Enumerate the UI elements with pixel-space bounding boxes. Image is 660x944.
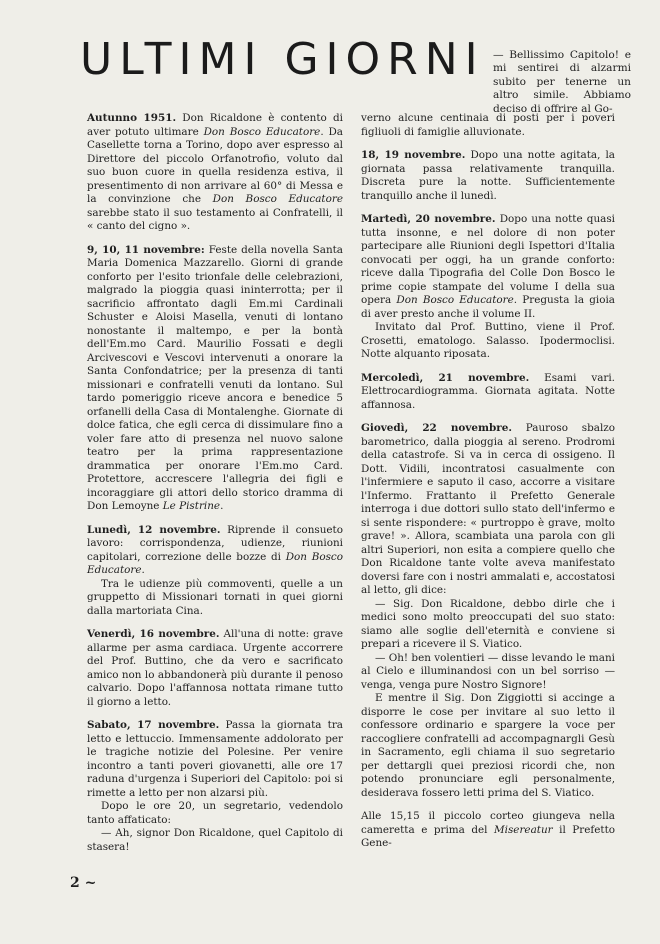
entry <box>361 422 615 800</box>
page-number: 2 ~ <box>70 875 97 891</box>
entry-date: 9, 10, 11 novembre: <box>87 243 205 256</box>
entry <box>361 372 615 413</box>
entry-paragraph <box>361 372 615 413</box>
entry-text: All'una di notte: grave allarme per asma cardiaca. Urgente accorrere del Prof. Buttino, che da vero e sacrificato amico non lo abbandonerà più durante il penoso calvario. Dopo l'affannosa nottata rimane tutto il giorno a letto. <box>87 628 343 708</box>
entry <box>87 112 343 234</box>
entry-paragraph: — Oh! ben volentieri — disse levando le mani al Cielo e illuminandosi con un bel sorriso — venga, venga pure Nostro Signore! <box>361 651 615 691</box>
entry-title-italic: Le Pistrine <box>162 500 221 512</box>
entry <box>361 149 615 203</box>
entry-title-italic: Don Bosco Educatore <box>87 550 343 576</box>
entry-paragraph <box>361 422 615 598</box>
entry-paragraph <box>361 810 615 851</box>
entry-date: Venerdì, 16 novembre. <box>87 628 220 640</box>
entry <box>361 810 615 851</box>
entry-paragraph: Tra le udienze più commoventi, quelle a un gruppetto di Missionari tornati in quei giorni dalla martoriata Cina. <box>87 577 343 617</box>
entry-paragraph: — Sig. Don Ricaldone, debbo dirle che i medici sono molto preoccupati del suo stato: siamo alle soglie dell'eternità e conviene si prepari a ricevere il S. Viatico. <box>361 597 615 650</box>
entry-text: . Pregusta la gioia di aver presto anche il volume II. <box>361 294 615 320</box>
entry-paragraph <box>87 524 343 578</box>
right-column <box>361 112 615 861</box>
entry-text: Alle 15,15 il piccolo corteo giungeva nella cameretta e prima del <box>361 810 615 836</box>
entry <box>87 244 343 514</box>
entry-paragraph <box>361 213 615 321</box>
entry-text: il Prefetto Gene- <box>361 823 615 849</box>
entry-paragraph <box>87 244 343 514</box>
page-title: ULTIMI GIORNI <box>80 34 485 85</box>
entry-paragraph: E mentre il Sig. Don Ziggiotti si accinge a disporre le cose per invitare al suo letto il confessore ordinario e spargere la voce per raccogliere confratelli ad accompagnargli Gesù in Sacramento, egli chiama il suo segretario per dettargli quei preziosi ricordi che, non potendo pronunciare egli personalmente, desiderava fossero letti prima del S. Viatico. <box>361 692 615 799</box>
entry-title-italic: Don Bosco Educatore <box>396 294 514 306</box>
entry-text: sarebbe stato il suo testamento ai Confratelli, il « canto del cigno ». <box>87 206 343 232</box>
entry-date: Martedì, 20 novembre. <box>361 213 496 225</box>
entry-title-italic: Don Bosco Educatore <box>203 125 321 138</box>
entry-text: . <box>141 564 145 576</box>
entry-date: Giovedì, 22 novembre. <box>361 422 512 434</box>
entry-paragraph: Invitato dal Prof. Buttino, viene il Prof. Crosetti, ematologo. Salasso. Ipodermoclisi. Notte alquanto riposata. <box>361 321 615 360</box>
entry-text: Pauroso sbalzo barometrico, dalla pioggia al sereno. Prodromi della catastrofe. Si va in cerca di ossigeno. Il Dott. Vidili, incontratosi casualmente con l'infermiere e saputo il caso, accorre a visitare l'Infermo. Frattanto il Prefetto Generale interroga i due dottori sullo stato dell'infermo e si sente rispondere: « purtroppo è grave, molto grave! ». Allora, scambiata una parola con gli altri Superiori, non esita a compiere quello che Don Ricaldone tante volte aveva manifestato doversi fare con i nostri ammalati e, accostatosi al letto, gli dice: <box>361 422 615 596</box>
entry <box>361 213 615 362</box>
entry-date: 18, 19 novembre. <box>361 149 466 161</box>
entry-text: . <box>220 500 224 512</box>
entry-paragraph <box>361 149 615 203</box>
entry-paragraph: Dopo le ore 20, un segretario, vedendolo tanto affaticato: <box>87 800 343 826</box>
entry-text: Passa la giornata tra letto e lettuccio. Immensamente addolorato per le tragiche notizie del Polesine. Per venire incontro a tanti poveri giovanetti, alle ore 17 raduna d'urgenza i Superiori del Capitolo: poi si rimette a letto per non alzarsi più. <box>87 719 343 799</box>
entry-text: Riprende il consueto lavoro: corrispondenza, udienze, riunioni capitolari, correzione delle bozze di <box>87 523 343 563</box>
entry-date: Mercoledì, 21 novembre. <box>361 371 530 384</box>
entry-text: Feste della novella Santa Maria Domenica Mazzarello. Giorni di grande conforto per l'esito trionfale delle celebrazioni, malgrado la pioggia quasi ininterrotta; per il sacrificio affrontato dagli Em.mi Cardinali Schuster e Aloisi Masella, venuti di lontano nonostante il maltempo, e per la bontà dell'Em.mo Card. Maurilio Fossati e degli Arcivescovi e Vescovi intervenuti a onorare la Santa Confondatrice; per la presenza di tanti missionari e confratelli venuti da lontano. Sul tardo pomeriggio riceve ancora e benedice 5 orfanelli della Casa di Montalenghe. Giornate di dolce fatica, che egli cerca di dissimulare fino a voler fare atto di presenza nel nuovo salone teatro per la prima rappresentazione drammatica per onorare l'Em.mo Card. Protettore, accrescere l'allegria dei figli e incoraggiare gli attori dello storico dramma di Don Lemoyne <box>87 243 344 512</box>
entry-date: Sabato, 17 novembre. <box>87 719 220 731</box>
entry-text: Esami vari. Elettrocardiogramma. Giornata agitata. Notte affannosa. <box>361 371 615 411</box>
entry-paragraph <box>361 112 615 139</box>
entry-title-italic: Don Bosco Educatore <box>212 193 343 205</box>
entry-text: . Da Casellette torna a Torino, dopo aver espresso al Direttore del piccolo Orfanotrofio, voluto dal suo buon cuore in quella residenza estiva, il presentimento di non arrivare al 60° di Messa e la convinzione che <box>87 125 343 205</box>
entry-text: Dopo una notte agitata, la giornata passa relativamente tranquilla. Discreta pure la notte. Sufficientemente tranquillo anche il lunedì. <box>361 149 615 202</box>
entry-date: Autunno 1951. <box>87 112 177 124</box>
entry-paragraph: — Ah, signor Don Ricaldone, quel Capitolo di stasera! <box>87 827 343 853</box>
entry <box>87 719 343 854</box>
entry-paragraph <box>87 112 343 234</box>
entry-text: Don Ricaldone è contento di aver potuto ultimare <box>87 112 343 138</box>
entry <box>87 628 343 709</box>
entry-paragraph <box>87 719 343 800</box>
left-column <box>87 112 343 864</box>
entry <box>361 112 615 139</box>
entry <box>87 524 343 619</box>
entry-title-italic: Misereatur <box>494 823 553 836</box>
entry-paragraph <box>87 628 343 709</box>
intro-paragraph: — Bellissimo Capitolo! e mi sentirei di alzarmi subito per tenerne un altro simile. Abbiamo deciso di offrire al Go- <box>493 48 631 115</box>
entry-text: Dopo una notte quasi tutta insonne, e nel dolore di non poter partecipare alle Riunioni degli Ispettori d'Italia convocati per oggi, ha un grande conforto: riceve dalla Tipografia del Colle Don Bosco le prime copie stampate del volume I della sua opera <box>361 213 615 306</box>
entry-date: Lunedì, 12 novembre. <box>87 523 221 536</box>
entry-text: verno alcune centinaia di posti per i poveri figliuoli di famiglie alluvionate. <box>361 112 615 138</box>
